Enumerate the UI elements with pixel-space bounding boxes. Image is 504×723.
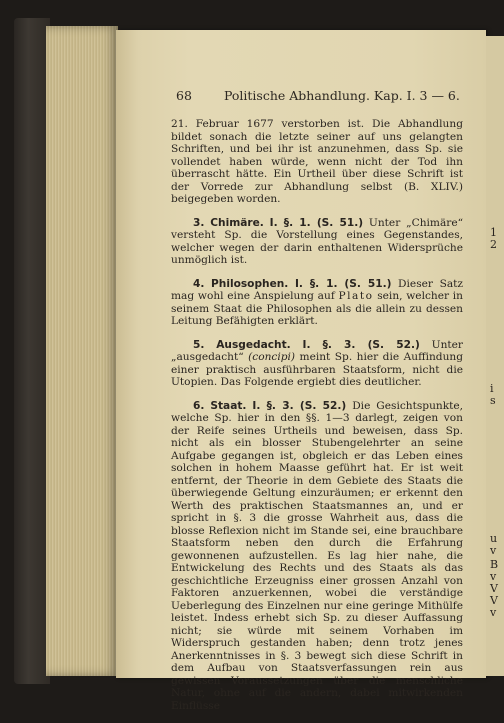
facing-page-letter: V <box>490 594 498 607</box>
facing-page-letter: 1 <box>490 226 497 239</box>
running-title: Politische Abhandlung. Kap. I. 3 — 6. <box>223 88 460 103</box>
latin-term: (concipi) <box>248 351 296 363</box>
note-keyword: Chimäre. <box>210 216 264 229</box>
note-body: Unter „ausgedacht“ <box>171 338 463 363</box>
paragraph-continuation: 21. Februar 1677 verstorben ist. Die Abhandlung bildet sonach die letzte seiner auf uns gelangten Schriften, und bei ihr ist anzunehmen, dass Sp. sie vollendet haben würde, wenn nicht der Tod ihn überrascht hätte. Ein Urtheil über diese Schrift ist der Vorrede zur Abhandlung selbst (B. XLIV.) beigegeben worden. <box>171 118 463 205</box>
note-body: Dieser Satz mag wohl eine Anspielung auf <box>171 277 463 302</box>
name-plato: Plato <box>338 290 374 302</box>
note-staat <box>171 400 463 713</box>
note-number: 5. <box>193 338 205 351</box>
note-body-end: sein, welcher in seinem Staat die Philosophen als die allein zu dessen Leitung Befähigten erklärt. <box>171 290 464 327</box>
note-chimaere <box>171 217 463 267</box>
facing-page-letter: u <box>490 532 498 545</box>
note-number: 4. <box>193 277 205 290</box>
note-number: 6. <box>193 399 205 412</box>
note-reference: I. §. 3. (S. 52.) <box>252 399 347 412</box>
running-header <box>176 88 460 103</box>
facing-page-letter: i <box>490 382 494 395</box>
page-body <box>171 118 463 723</box>
note-number: 3. <box>193 216 205 229</box>
facing-page-edge <box>486 36 504 676</box>
facing-page-letter: v <box>490 606 497 619</box>
note-reference: I. §. 1. (S. 51.) <box>294 277 392 290</box>
facing-page-letter: v <box>490 544 497 557</box>
facing-page-letter: v <box>490 570 497 583</box>
note-philosophen <box>171 278 463 328</box>
note-keyword: Ausgedacht. <box>216 338 291 351</box>
page-stack-edges <box>46 26 118 676</box>
note-ausgedacht <box>171 339 463 389</box>
note-body: Die Gesichtspunkte, welche Sp. hier in den §§. 1—3 darlegt, zeigen von der Reife seines Urtheils und beweisen, dass Sp. nicht als ein blosser Stubengelehrter an seine Aufgabe gegangen ist, obgleich er das Leben eines solchen in hohem Maasse geführt hat. Er ist weit entfernt, der Theorie in dem Gebiete des Staats die überwiegende Geltung einzuräumen; er erkennt den Werth des praktischen Staatsmannes an, und er spricht in §. 3 die grosse Wahrheit aus, dass die blosse Reflexion nicht im Stande sei, eine brauchbare Staatsform neben den durch die Erfahrung gewonnenen aufzustellen. Es lag hier nahe, die Entwickelung des Rechts und des Staats als das geschichtliche Erzeugniss einer grossen Anzahl von Faktoren anzuerkennen, wobei die verständige Ueberlegung des Einzelnen nur eine geringe Mithülfe leistet. Indess erhebt sich Sp. zu dieser Auffassung nicht; sie würde mit seinem Vorhaben im Widerspruch gestanden haben; denn trotz jenes Anerkenntnisses in §. 3 bewegt sich diese Schrift in dem Aufbau von Staatsverfassungen rein aus gewissen Voraussetzungen über die menschliche Natur, ohne auf die andern, dabei mitwirkenden Einflüsse <box>171 399 464 712</box>
facing-page-letter: V <box>490 582 498 595</box>
facing-page-letter: 2 <box>490 238 497 251</box>
book-cover-edge <box>14 18 50 684</box>
note-body: Unter „Chimäre“ versteht Sp. die Vorstellung eines Gegenstandes, welcher wegen der darin enthaltenen Widersprüche unmöglich ist. <box>171 216 464 266</box>
note-reference: I. §. 1. (S. 51.) <box>269 216 364 229</box>
note-reference: I. §. 3. (S. 52.) <box>302 338 420 351</box>
page-number: 68 <box>176 88 192 103</box>
facing-page-letter: B <box>490 558 499 571</box>
note-keyword: Staat. <box>210 399 247 412</box>
note-keyword: Philosophen. <box>211 277 289 290</box>
facing-page-letter: s <box>490 394 496 407</box>
note-body-end: meint Sp. hier die Auffindung einer praktisch ausführbaren Staatsform, nicht die Utopien. Das Folgende ergiebt dies deutlicher. <box>171 351 464 388</box>
